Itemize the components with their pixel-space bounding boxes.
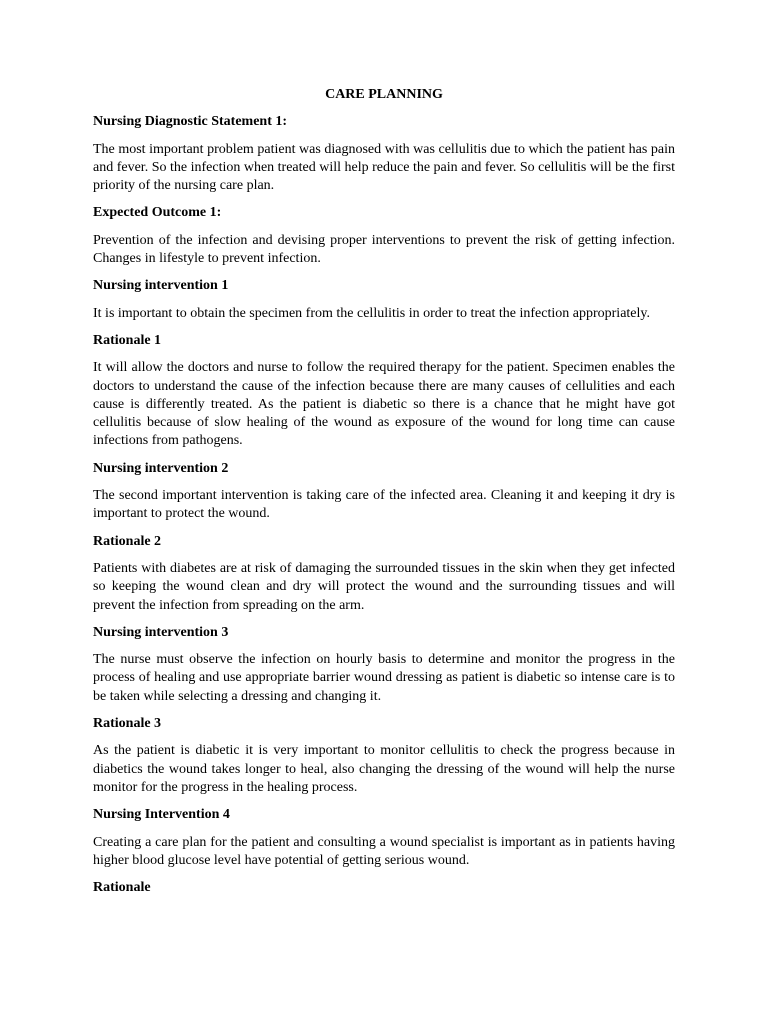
section-body: The most important problem patient was diagnosed with was cellulitis due to which the patient has pain and fever. So the infection when treated will help reduce the pain and fever. So cellulitis will be the first priority of the nursing care plan. [93,141,675,194]
section-heading: Expected Outcome 1: [93,205,222,221]
section-rationale-3 [93,715,675,797]
section-body: Prevention of the infection and devising proper interventions to prevent the risk of getting infection. Changes in lifestyle to prevent infection. [93,232,675,267]
section-expected-outcome-1 [93,204,675,268]
section-nursing-intervention-3 [93,624,675,706]
section-heading: Rationale 1 [93,332,162,348]
section-heading: Nursing intervention 3 [93,624,229,640]
section-body: It will allow the doctors and nurse to follow the required therapy for the patient. Specimen enables the doctors to understand the cause of the infection because there are many causes of cellulities and each cause is differently treated. As the patient is diabetic so there is a chance that he might have got cellulitis because of slow healing of the wound as exposure of the wound for long time can cause infections from pathogens. [93,360,675,449]
section-rationale-2 [93,533,675,615]
section-rationale-1 [93,332,675,451]
section-rationale-4 [93,879,675,897]
section-heading: Nursing Diagnostic Statement 1: [93,114,288,130]
section-body: Patients with diabetes are at risk of damaging the surrounded tissues in the skin when they get infected so keeping the wound clean and dry will protect the wound and the surrounding tissues and will prevent the infection from spreading on the arm. [93,560,675,613]
section-heading: Rationale 3 [93,716,162,732]
section-body: Creating a care plan for the patient and consulting a wound specialist is important as in patients having higher blood glucose level have potential of getting serious wound. [93,834,675,868]
section-heading: Rationale 2 [93,533,162,549]
section-heading: Nursing intervention 1 [93,278,229,294]
section-nursing-intervention-1 [93,277,675,323]
section-body: The nurse must observe the infection on hourly basis to determine and monitor the progress in the process of healing and use appropriate barrier wound dressing as patient is diabetic so intense care is to be taken while selecting a dressing and changing it. [93,652,675,704]
section-heading: Nursing intervention 2 [93,460,229,476]
document-page [93,86,675,906]
section-body: It is important to obtain the specimen from the cellulitis in order to treat the infection appropriately. [93,305,650,321]
section-nursing-intervention-2 [93,460,675,524]
section-diagnostic-statement-1 [93,113,675,195]
document-title: CARE PLANNING [325,87,443,102]
section-nursing-intervention-4 [93,806,675,870]
section-heading: Rationale [93,880,151,896]
section-heading: Nursing Intervention 4 [93,807,230,823]
section-body: The second important intervention is taking care of the infected area. Cleaning it and keeping it dry is important to protect the wound. [93,488,675,522]
section-body: As the patient is diabetic it is very important to monitor cellulitis to check the progress because in diabetics the wound takes longer to heal, also changing the dressing of the wound will help the nurse monitor for the progress in the healing process. [93,743,675,795]
